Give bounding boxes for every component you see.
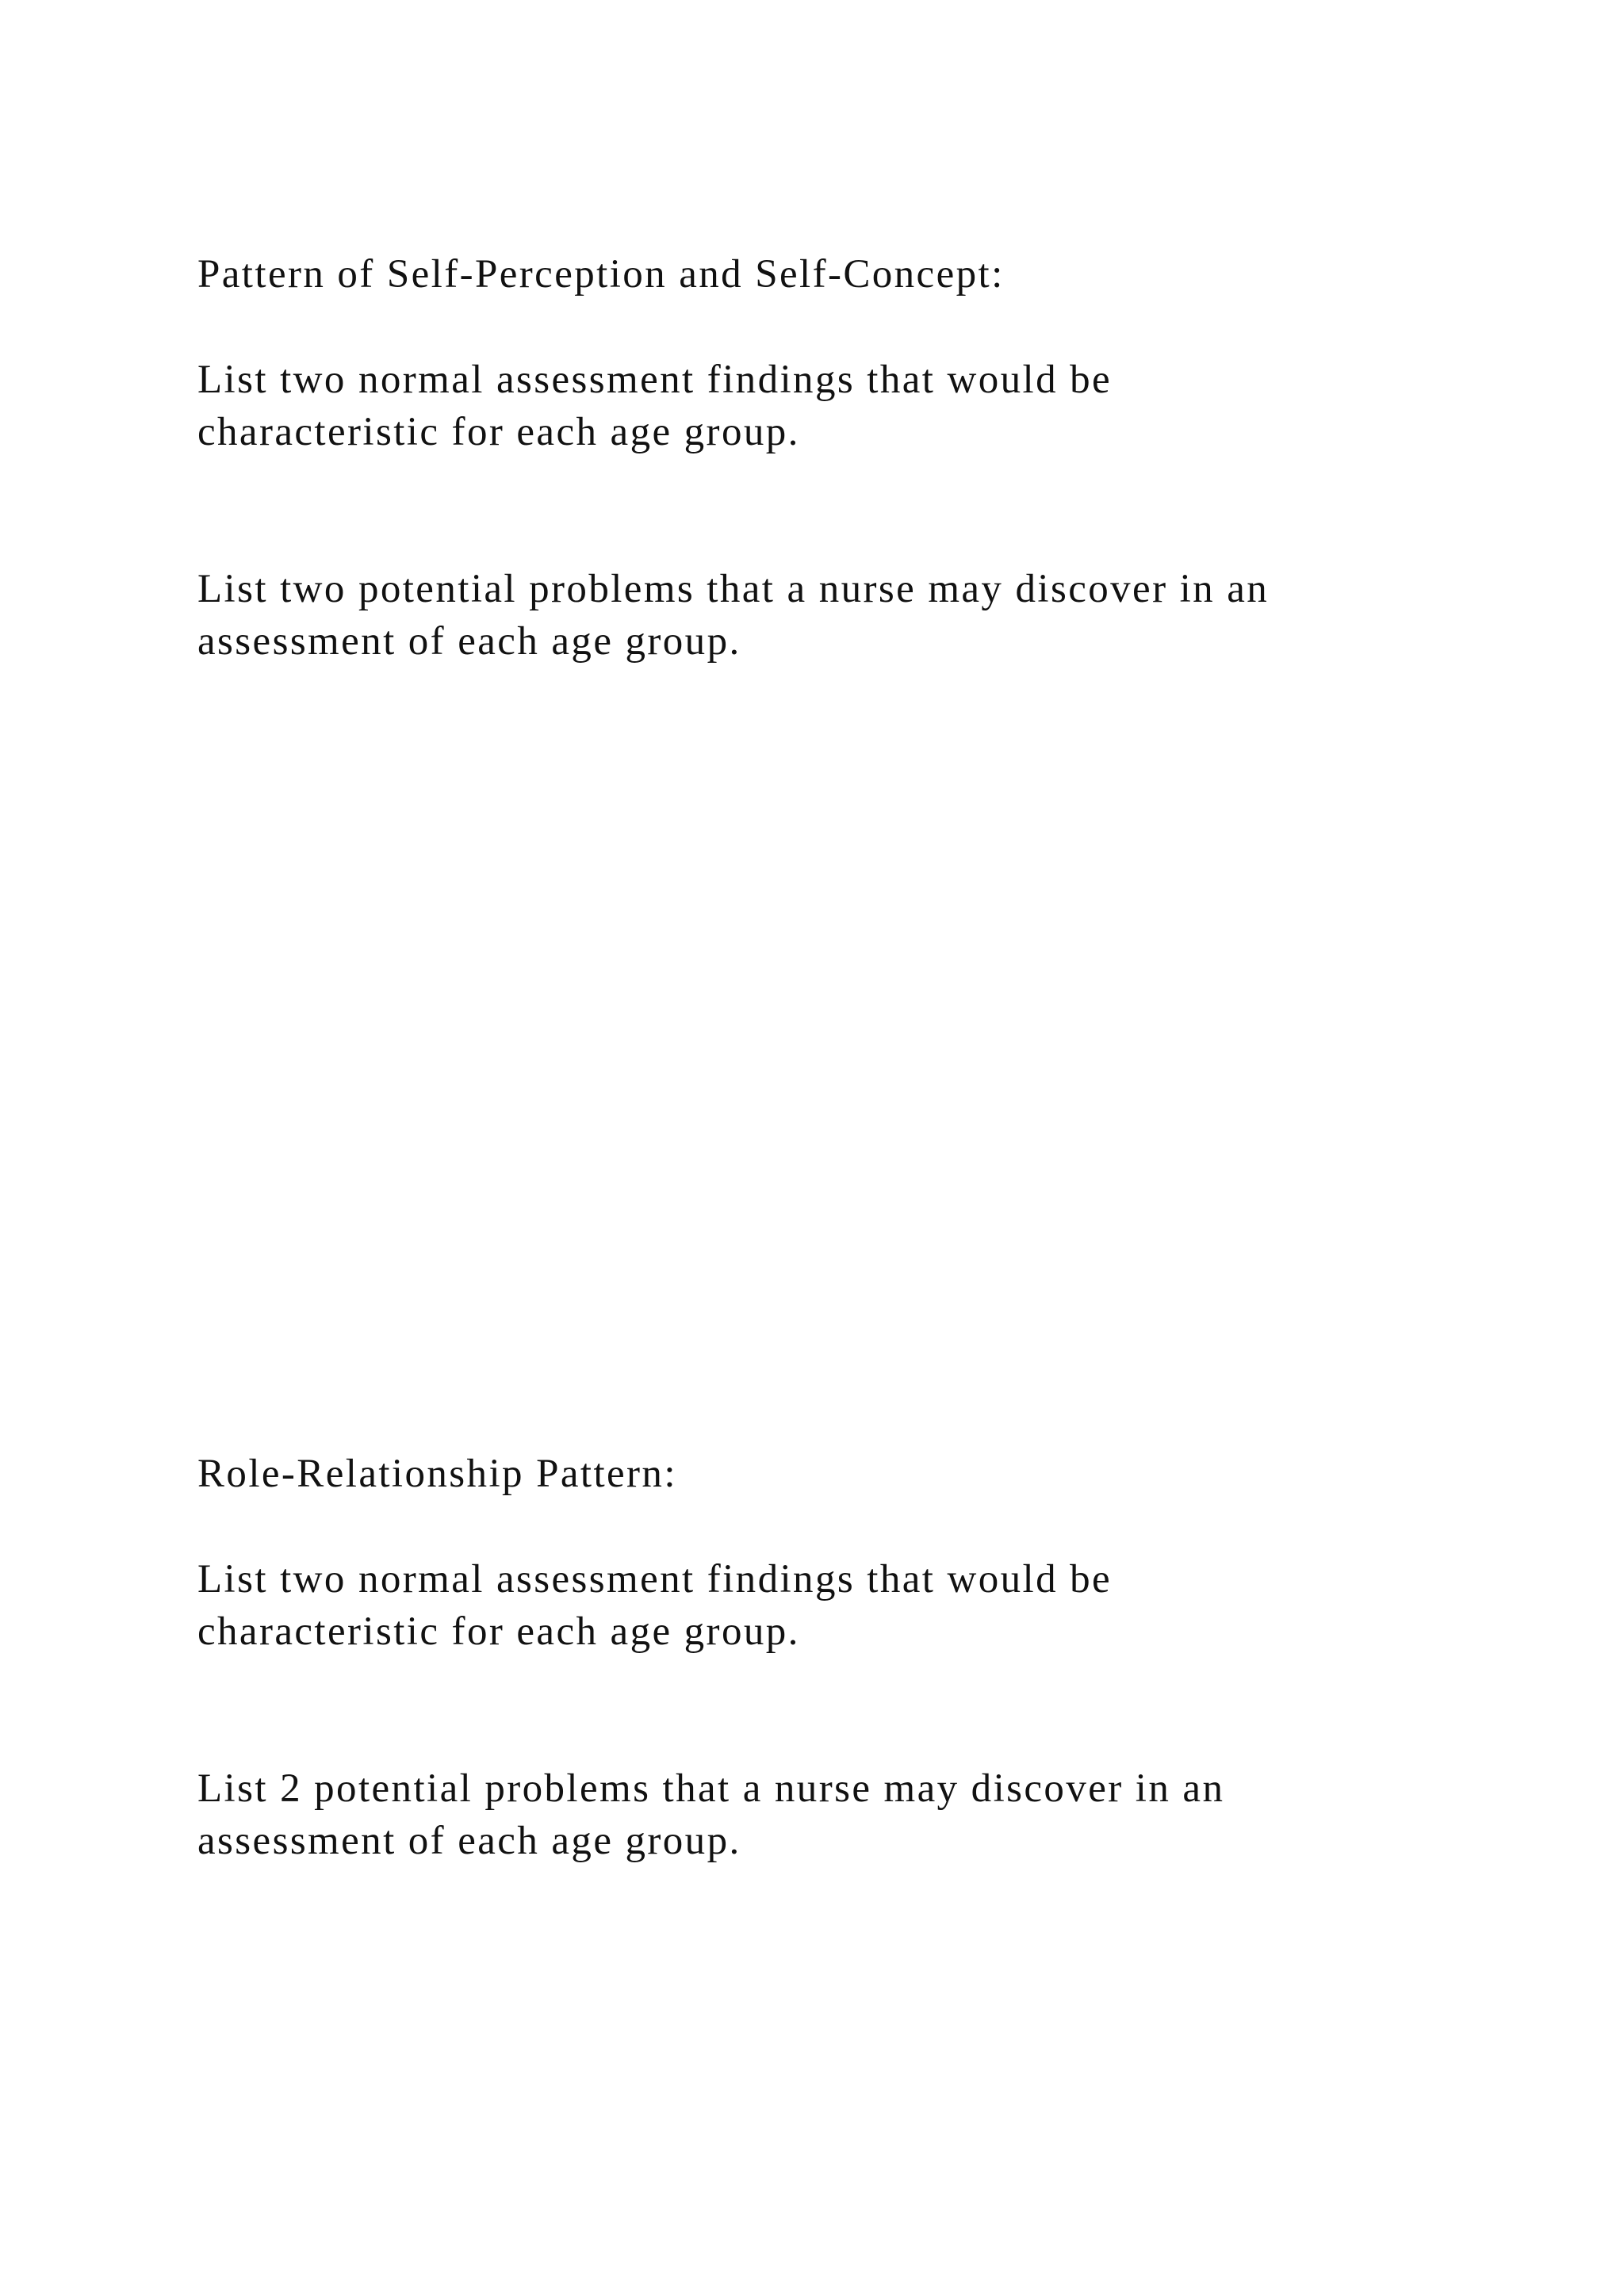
section-heading-role-relationship: Role-Relationship Pattern:	[197, 1452, 677, 1496]
section-heading-self-perception: Pattern of Self-Perception and Self-Concept:	[197, 252, 1005, 297]
prompt-normal-findings-line-1: List two normal assessment findings that would be	[197, 358, 1113, 402]
prompt-potential-problems-line-2: assessment of each age group.	[197, 1819, 741, 1863]
prompt-normal-findings-line-1: List two normal assessment findings that would be	[197, 1557, 1113, 1601]
prompt-potential-problems-line-1: List 2 potential problems that a nurse may discover in an	[197, 1766, 1225, 1811]
prompt-potential-problems-line-2: assessment of each age group.	[197, 619, 741, 664]
prompt-normal-findings-line-2: characteristic for each age group.	[197, 1609, 800, 1654]
prompt-normal-findings-line-2: characteristic for each age group.	[197, 410, 800, 454]
prompt-potential-problems-line-1: List two potential problems that a nurse may discover in an	[197, 567, 1270, 611]
